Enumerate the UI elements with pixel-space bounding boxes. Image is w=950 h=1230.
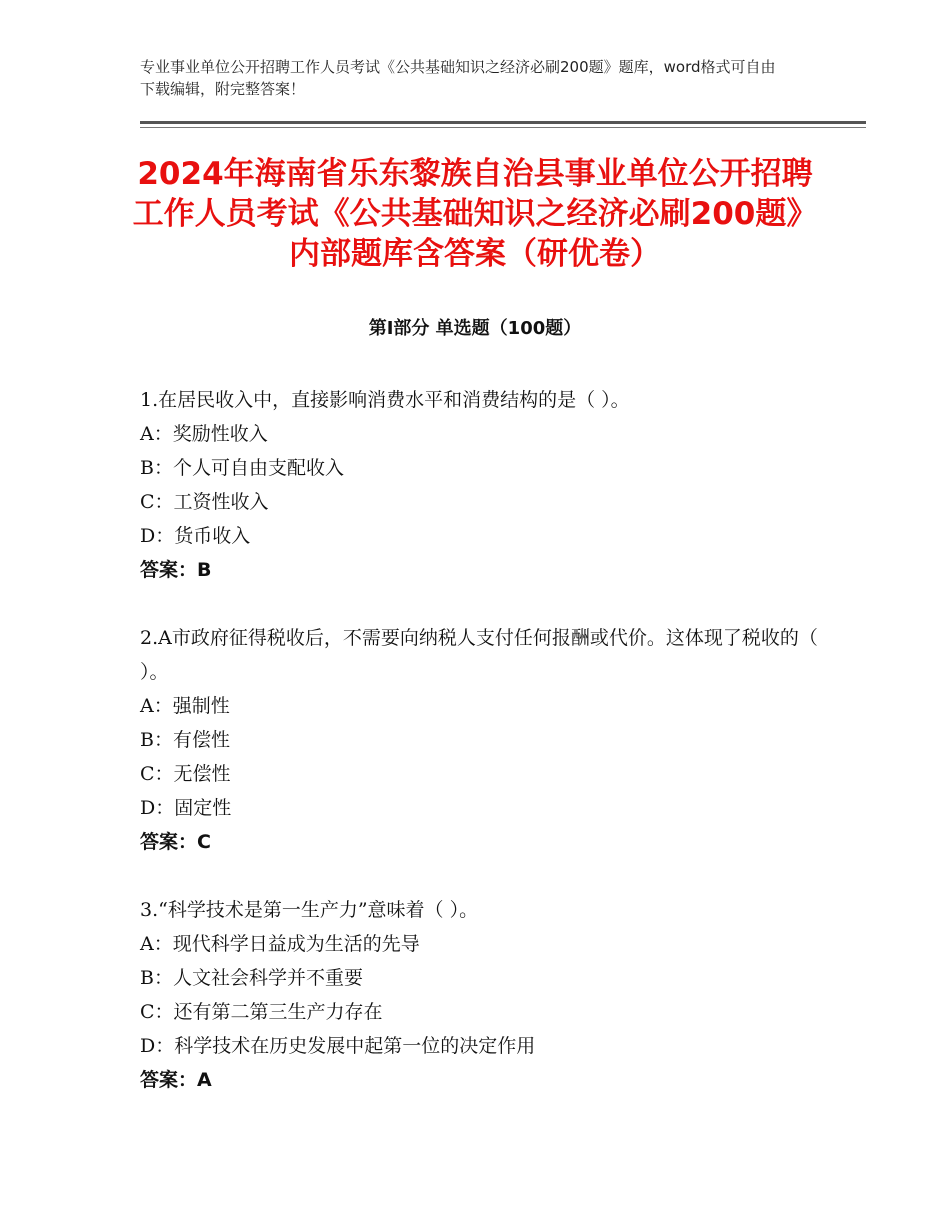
question-stem: 1.在居民收入中，直接影响消费水平和消费结构的是（ ）。 — [140, 389, 630, 411]
option-a: A：现代科学日益成为生活的先导 — [140, 933, 420, 955]
option-b: B：人文社会科学并不重要 — [140, 967, 363, 989]
option-c: C：工资性收入 — [140, 491, 269, 513]
option-c: C：无偿性 — [140, 763, 231, 785]
option-c: C：还有第二第三生产力存在 — [140, 1001, 383, 1023]
header-divider — [140, 121, 866, 124]
option-d: D：科学技术在历史发展中起第一位的决定作用 — [140, 1035, 536, 1057]
question-stem: 3.“科学技术是第一生产力”意味着（ ）。 — [140, 899, 479, 921]
option-a: A：奖励性收入 — [140, 423, 268, 445]
question-stem: 2.A市政府征得税收后，不需要向纳税人支付任何报酬或代价。这体现了税收的（ ）。 — [140, 627, 818, 683]
header-divider-thin — [140, 127, 866, 128]
option-b: B：个人可自由支配收入 — [140, 457, 344, 479]
header-note: 专业事业单位公开招聘工作人员考试《公共基础知识之经济必刷200题》题库，word格式可自由下载编辑，附完整答案！ — [140, 58, 776, 98]
question-2 — [140, 621, 820, 859]
question-list — [140, 383, 820, 1131]
option-d: D：固定性 — [140, 797, 232, 819]
answer: 答案：C — [140, 831, 211, 853]
option-a: A：强制性 — [140, 695, 230, 717]
answer: 答案：B — [140, 559, 212, 581]
question-1 — [140, 383, 820, 587]
option-b: B：有偿性 — [140, 729, 230, 751]
section-title: 第I部分 单选题（100题） — [368, 318, 582, 339]
question-3 — [140, 893, 820, 1097]
answer: 答案：A — [140, 1069, 212, 1091]
document-title: 2024年海南省乐东黎族自治县事业单位公开招聘工作人员考试《公共基础知识之经济必刷200题》内部题库含答案（研优卷） — [132, 156, 818, 272]
option-d: D：货币收入 — [140, 525, 251, 547]
